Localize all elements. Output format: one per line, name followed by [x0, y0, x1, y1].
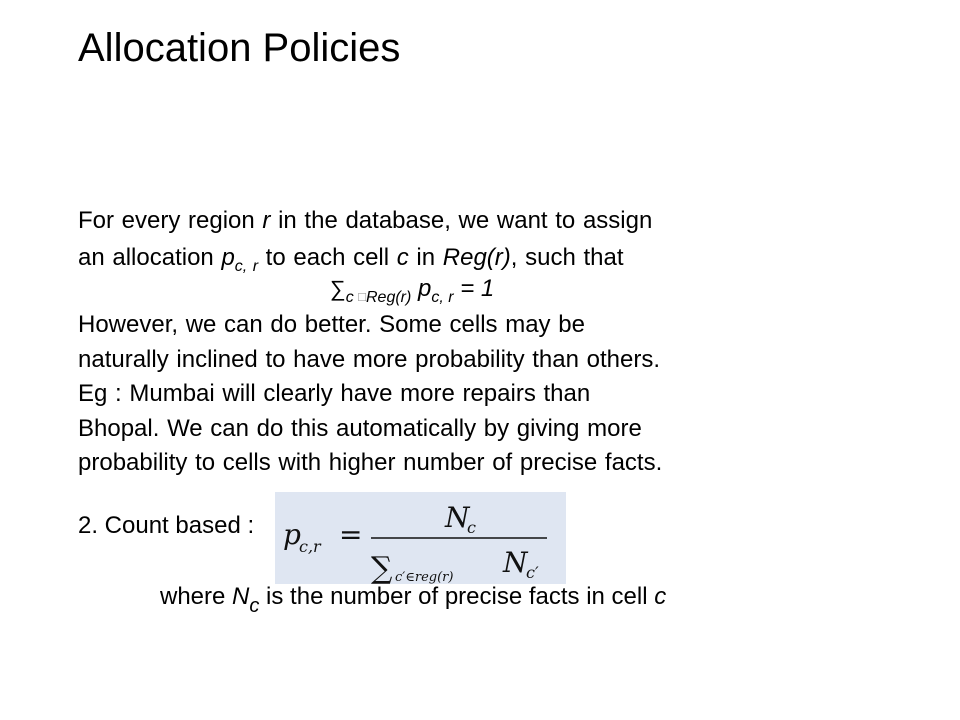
formula-sum-subscript: c′∈reg(r): [395, 570, 454, 584]
sum-equals-one: = 1: [453, 275, 495, 302]
formula-lhs-p: p: [283, 518, 301, 551]
var-c: c: [654, 583, 667, 610]
better-line: Eg : Mumbai will clearly have more repairs than: [78, 380, 591, 407]
formula-numerator-sub: c: [467, 518, 476, 537]
subscript-c-r: c, r: [234, 258, 259, 275]
text-run: in the database, we want to assign: [270, 207, 653, 234]
better-line: probability to cells with higher number of precise facts.: [78, 449, 663, 476]
formula-equals: =: [339, 518, 363, 551]
text-run: For every region: [78, 207, 263, 234]
sum-subscript-c: c: [345, 289, 359, 306]
var-reg-r: Reg(r): [442, 244, 511, 271]
var-p: p: [221, 244, 235, 271]
formula-denominator: N: [503, 546, 528, 579]
formula-image: [275, 492, 566, 584]
count-based-label: 2. Count based :: [78, 512, 255, 539]
paragraph-better: [78, 308, 818, 481]
text-run: , such that: [510, 244, 624, 271]
formula-lhs-sub: c,r: [299, 537, 321, 556]
better-line: However, we can do better. Some cells may be: [78, 311, 585, 338]
slide-title: Allocation Policies: [78, 26, 401, 70]
sum-subscript-reg: Reg(r): [366, 289, 412, 306]
better-line: naturally inclined to have more probability than others.: [78, 345, 660, 373]
sum-var-p: p: [411, 275, 432, 302]
var-c: c: [396, 244, 409, 271]
formula-numerator: N: [445, 501, 470, 534]
intro-line-1: [78, 202, 798, 239]
paragraph-intro: [78, 202, 798, 276]
text-run: in: [408, 244, 443, 271]
better-line: Bhopal. We can do this automatically by giving more: [78, 414, 642, 442]
where-note: [160, 582, 667, 617]
text-run: where: [160, 583, 233, 610]
var-n-subscript: c: [249, 595, 260, 617]
sum-symbol: ∑: [330, 276, 346, 301]
text-run: is the number of precise facts in cell: [259, 583, 655, 610]
formula-denominator-sub: c′: [526, 563, 539, 582]
sum-constraint: $\sum_{c □Reg(r)}$ $p_{c, r} = 1$: [330, 275, 495, 306]
text-run: to each cell: [258, 244, 397, 271]
text-run: an allocation: [78, 244, 222, 271]
var-r: r: [262, 207, 271, 234]
var-n: N: [232, 583, 250, 610]
formula-sum-symbol: ∑: [371, 551, 393, 584]
intro-line-2: [78, 239, 798, 276]
sum-var-p-subscript: c, r: [431, 289, 454, 306]
formula-graphic: [275, 492, 566, 584]
